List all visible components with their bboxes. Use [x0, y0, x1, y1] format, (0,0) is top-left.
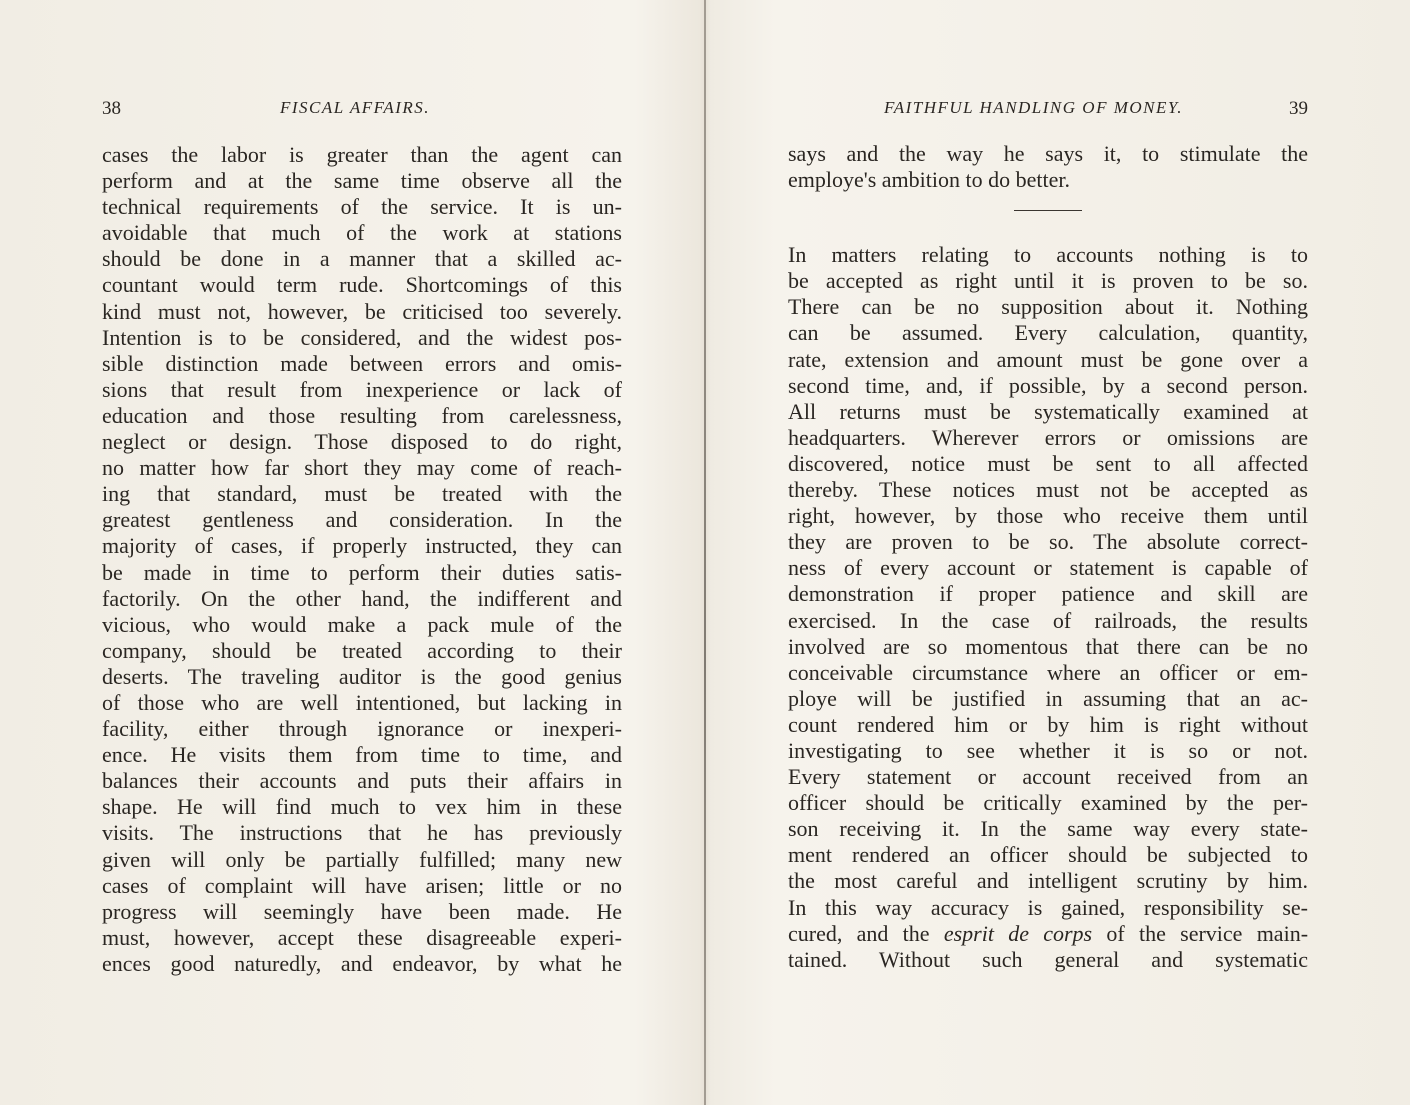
- text-line: In matters relating to accounts nothing is to: [788, 242, 1308, 268]
- text-line: ploye will be justified in assuming that an ac-: [788, 685, 1308, 711]
- text-line: There can be no supposition about it. Nothing: [788, 294, 1308, 320]
- text-line: employe's ambition to do better.: [788, 167, 1070, 193]
- text-line: no matter how far short they may come of reach-: [102, 455, 622, 481]
- right-paragraph-2: [788, 242, 1308, 894]
- text-line: kind must not, however, be criticised too severely.: [102, 298, 622, 324]
- text-line: majority of cases, if properly instructed, they can: [102, 533, 622, 559]
- text-line: given will only be partially fulfilled; many new: [102, 846, 622, 872]
- text-run: cured, and the: [788, 920, 944, 946]
- text-line: investigating to see whether it is so or not.: [788, 737, 1308, 763]
- text-line: balances their accounts and puts their affairs in: [102, 768, 622, 794]
- text-line: education and those resulting from carelessness,: [102, 402, 622, 428]
- text-line-with-italic: [788, 921, 1308, 947]
- text-line: deserts. The traveling auditor is the good genius: [102, 663, 622, 689]
- text-line: ence. He visits them from time to time, and: [102, 742, 622, 768]
- text-line: Intention is to be considered, and the widest pos-: [102, 324, 622, 350]
- text-line: tained. Without such general and systematic: [788, 946, 1308, 972]
- text-line: greatest gentleness and consideration. In the: [102, 507, 622, 533]
- text-run: of the service main-: [1092, 920, 1308, 946]
- text-line: rate, extension and amount must be gone over a: [788, 346, 1308, 372]
- text-line: vicious, who would make a pack mule of the: [102, 611, 622, 637]
- text-line: count rendered him or by him is right without: [788, 711, 1308, 737]
- text-line: shape. He will find much to vex him in these: [102, 794, 622, 820]
- left-running-head: FISCAL AFFAIRS.: [280, 98, 430, 117]
- text-line: neglect or design. Those disposed to do right,: [102, 429, 622, 455]
- text-line: ness of every account or statement is capable of: [788, 555, 1308, 581]
- text-line: should be done in a manner that a skilled ac-: [102, 246, 622, 272]
- text-line: thereby. These notices must not be accepted as: [788, 477, 1308, 503]
- text-line: sible distinction made between errors and omis-: [102, 350, 622, 376]
- text-line: officer should be critically examined by the per-: [788, 790, 1308, 816]
- left-page: [102, 0, 622, 1105]
- text-line: facility, either through ignorance or inexperi-: [102, 716, 622, 742]
- text-line: says and the way he says it, to stimulate the: [788, 141, 1308, 166]
- book-gutter: [704, 0, 706, 1105]
- text-line: cases the labor is greater than the agent can: [102, 142, 622, 167]
- text-line: demonstration if proper patience and skill are: [788, 581, 1308, 607]
- right-page: [788, 0, 1308, 1105]
- left-page-header: [102, 98, 622, 122]
- right-page-header: [788, 98, 1308, 122]
- text-line: company, should be treated according to their: [102, 637, 622, 663]
- right-page-body: [788, 141, 1308, 973]
- text-line: cases of complaint will have arisen; little or no: [102, 872, 622, 898]
- right-paragraph-1: [788, 141, 1308, 193]
- text-line: conceivable circumstance where an officer or em-: [788, 659, 1308, 685]
- text-line: can be assumed. Every calculation, quantity,: [788, 320, 1308, 346]
- text-line: exercised. In the case of railroads, the results: [788, 607, 1308, 633]
- italic-phrase: esprit de corps: [943, 920, 1093, 946]
- left-page-number: 38: [102, 98, 121, 119]
- text-line: must, however, accept these disagreeable experi-: [102, 924, 622, 950]
- section-divider: [1014, 210, 1082, 211]
- text-line: right, however, by those who receive them until: [788, 503, 1308, 529]
- text-line: discovered, notice must be sent to all affected: [788, 450, 1308, 476]
- right-running-head: FAITHFUL HANDLING OF MONEY.: [884, 98, 1184, 117]
- text-line: they are proven to be so. The absolute correct-: [788, 529, 1308, 555]
- text-line: son receiving it. In the same way every state-: [788, 816, 1308, 842]
- text-line: Every statement or account received from an: [788, 764, 1308, 790]
- text-line: visits. The instructions that he has previously: [102, 820, 622, 846]
- text-line: countant would term rude. Shortcomings of this: [102, 272, 622, 298]
- text-line: headquarters. Wherever errors or omissions are: [788, 424, 1308, 450]
- text-line: sions that result from inexperience or lack of: [102, 376, 622, 402]
- text-line: second time, and, if possible, by a second person.: [788, 372, 1308, 398]
- text-line: perform and at the same time observe all the: [102, 168, 622, 194]
- right-page-number: 39: [1289, 98, 1308, 119]
- text-line: involved are so momentous that there can be no: [788, 633, 1308, 659]
- text-line: be accepted as right until it is proven to be so.: [788, 268, 1308, 294]
- text-line: ences good naturedly, and endeavor, by what he: [102, 950, 622, 976]
- text-line: All returns must be systematically examined at: [788, 398, 1308, 424]
- text-line: be made in time to perform their duties satis-: [102, 559, 622, 585]
- text-line: factorily. On the other hand, the indifferent and: [102, 585, 622, 611]
- text-line: ing that standard, must be treated with the: [102, 481, 622, 507]
- text-line: the most careful and intelligent scrutiny by him.: [788, 868, 1308, 894]
- text-line: progress will seemingly have been made. He: [102, 898, 622, 924]
- text-line: of those who are well intentioned, but lacking in: [102, 689, 622, 715]
- text-line: technical requirements of the service. It is un-: [102, 194, 622, 220]
- text-line: ment rendered an officer should be subjected to: [788, 842, 1308, 868]
- text-line: avoidable that much of the work at stations: [102, 220, 622, 246]
- text-line: In this way accuracy is gained, responsibility se-: [788, 894, 1308, 920]
- left-page-body: [102, 142, 622, 977]
